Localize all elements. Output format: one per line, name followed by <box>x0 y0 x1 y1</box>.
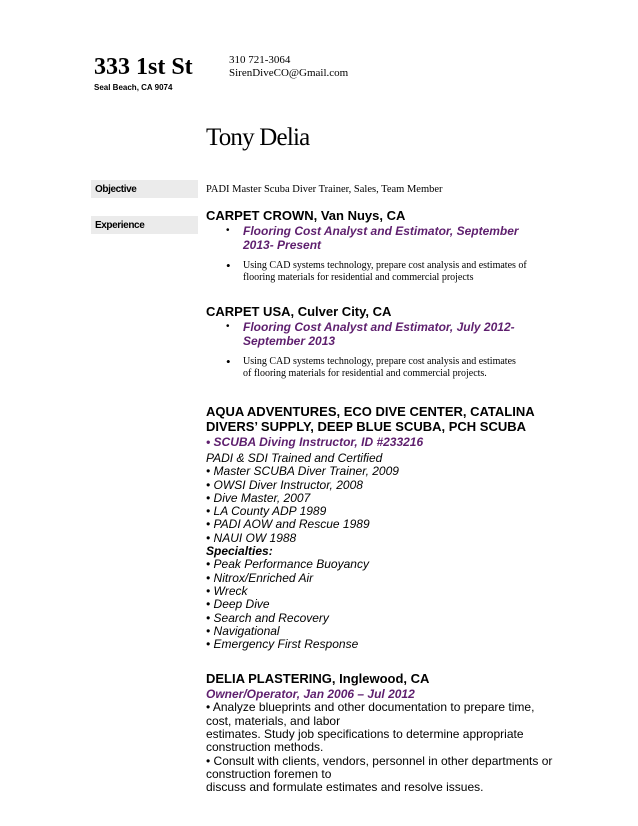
job-carpet-usa <box>206 304 551 380</box>
role-line: 2013- Present <box>243 238 322 252</box>
detail-line: Using CAD systems technology, prepare cost analysis and estimates of <box>243 260 527 271</box>
job-detail <box>206 260 551 284</box>
job-role: Owner/Operator, Jan 2006 – Jul 2012 <box>206 687 415 702</box>
role-line: Flooring Cost Analyst and Estimator, September <box>243 224 519 238</box>
list-item: • Dive Master, 2007 <box>206 490 311 505</box>
list-item: • PADI AOW and Rescue 1989 <box>206 517 370 532</box>
company-name: DIVERS’ SUPPLY, DEEP BLUE SCUBA, PCH SCUBA <box>206 419 527 434</box>
list-item: • Master SCUBA Diver Trainer, 2009 <box>206 464 399 479</box>
job-role: • SCUBA Diving Instructor, ID #233216 <box>206 435 424 449</box>
company-name: DELIA PLASTERING, Inglewood, CA <box>206 671 430 687</box>
email-address: SirenDiveCO@Gmail.com <box>229 67 349 79</box>
job-delia-plastering <box>206 671 551 794</box>
company-name: CARPET USA, Culver City, CA <box>206 304 392 319</box>
list-item: cost, materials, and labor <box>206 713 341 728</box>
list-item: • Deep Dive <box>206 597 270 612</box>
list-item: • Wreck <box>206 583 248 598</box>
bullet: • <box>226 321 230 332</box>
detail-line: Using CAD systems technology, prepare cost analysis and estimates <box>243 356 516 367</box>
list-item: • Analyze blueprints and other documentation to prepare time, <box>206 700 535 715</box>
list-item: • LA County ADP 1989 <box>206 504 327 519</box>
bullet: • <box>226 354 231 369</box>
bullet: • <box>226 258 231 273</box>
job-role <box>206 224 551 252</box>
objective-label: Objective <box>91 180 198 198</box>
list-item: • Navigational <box>206 623 280 638</box>
objective-text: PADI Master Scuba Diver Trainer, Sales, Team Member <box>206 184 443 195</box>
list-item: • Search and Recovery <box>206 610 329 625</box>
list-item: construction foremen to <box>206 766 332 781</box>
phone-number: 310 721-3064 <box>229 54 291 66</box>
experience-section <box>206 208 551 795</box>
job-aqua-adventures <box>206 404 551 651</box>
experience-label: Experience <box>91 216 198 234</box>
address-street: 333 1st St <box>94 54 193 80</box>
list-item: • Consult with clients, vendors, personnel in other departments or <box>206 753 553 768</box>
role-line: Flooring Cost Analyst and Estimator, July 2012- <box>243 320 515 334</box>
role-line: September 2013 <box>243 334 336 348</box>
certifications-title: PADI & SDI Trained and Certified <box>206 451 383 465</box>
list-item: • Peak Performance Buoyancy <box>206 557 369 572</box>
list-item: • NAUI OW 1988 <box>206 530 297 545</box>
list-item: • Emergency First Response <box>206 637 359 652</box>
list-item: construction methods. <box>206 740 324 755</box>
job-role <box>206 320 551 348</box>
certifications-list <box>206 452 551 651</box>
detail-line: of flooring materials for residential and commercial projects. <box>243 368 487 379</box>
address-city: Seal Beach, CA 9074 <box>94 83 173 92</box>
company-name: AQUA ADVENTURES, ECO DIVE CENTER, CATALINA <box>206 404 535 419</box>
list-item: • OWSI Diver Instructor, 2008 <box>206 477 363 492</box>
bullet: • <box>226 225 230 236</box>
company-name: CARPET CROWN, Van Nuys, CA <box>206 208 406 223</box>
list-item: estimates. Study job specifications to determine appropriate <box>206 727 524 742</box>
detail-line: flooring materials for residential and commercial projects <box>243 272 474 283</box>
resume-name: Tony Delia <box>206 124 310 151</box>
job-detail <box>206 356 551 380</box>
specialties-title: Specialties: <box>206 544 273 559</box>
job-carpet-crown <box>206 208 551 284</box>
list-item: • Nitrox/Enriched Air <box>206 570 314 585</box>
list-item: discuss and formulate estimates and resolve issues. <box>206 780 484 795</box>
